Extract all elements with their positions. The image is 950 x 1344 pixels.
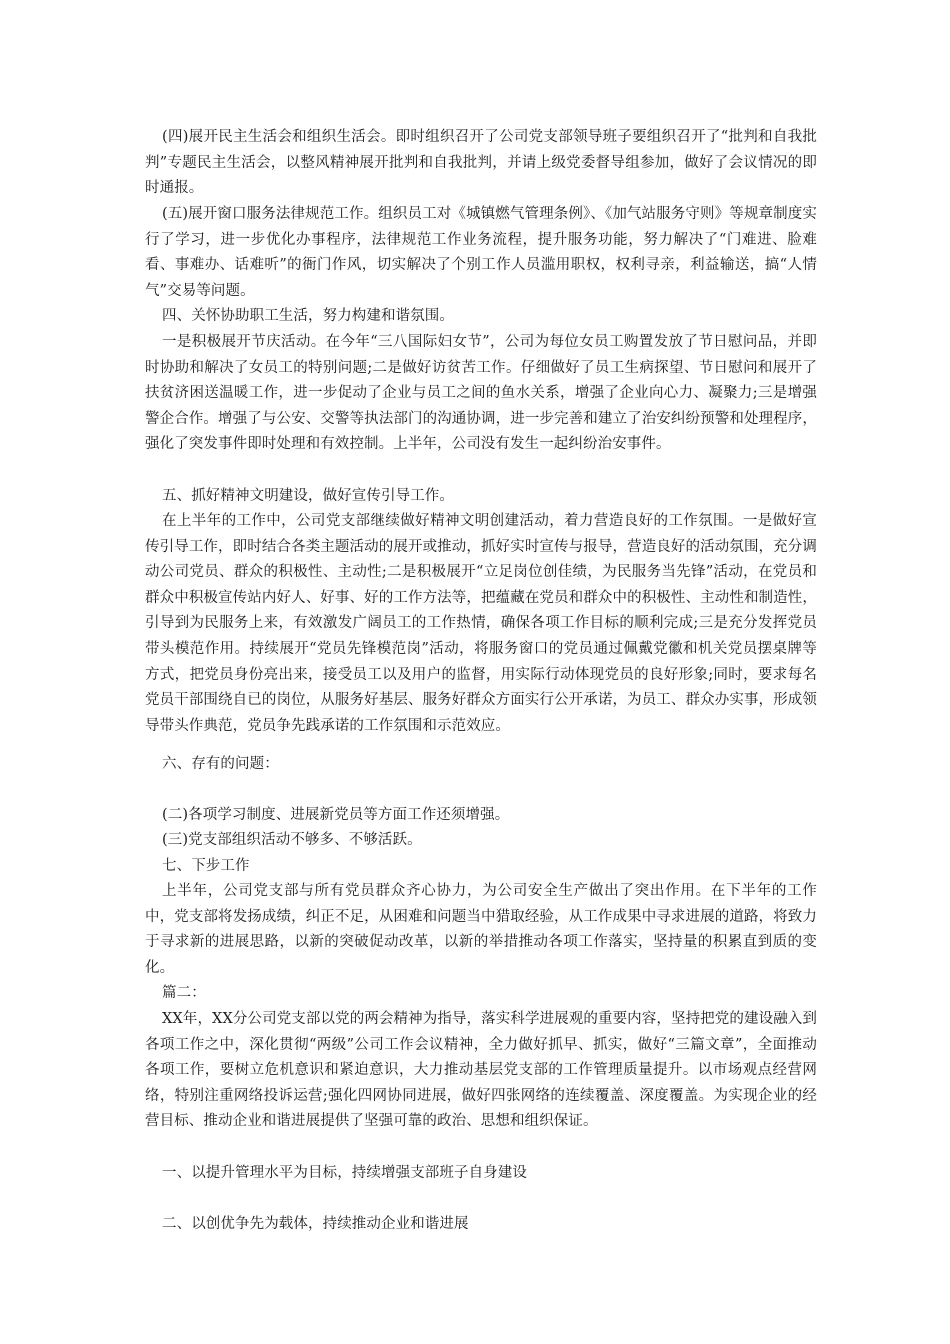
part-two-heading: 篇二： [162, 985, 206, 1001]
paragraph-part-two-intro: XX年，XX分公司党支部以党的两会精神为指导，落实科学进展观的重要内容，坚持把党的建设融入到各项工作之中，深化贯彻“两级”公司工作会议精神，全力做好抓早、抓实，做好“三篇文章”，全面推动各项工作，要树立危机意识和紧迫意识，大力推动基层党支部的工作管理质量提升。以市场观点经营网络，特别注重网络投诉运营;强化四网协同进展，做好四张网络的连续覆盖、深度覆盖。为实现企业的经营目标、推动企业和谐进展提供了坚强可靠的政治、思想和组织保证。 [145, 1011, 817, 1130]
section-heading-7: 七、下步工作 [162, 858, 250, 874]
paragraph-festival-activities: 一是积极展开节庆活动。在今年“三八国际妇女节”，公司为每位女员工购置发放了节日慰问品，并即时协助和解决了女员工的特别问题;二是做好访贫苦工作。仔细做好了员工生病探望、节日慰问和展开了扶贫济困送温暖工作，进一步促动了企业与员工之间的鱼水关系，增强了企业向心力、凝聚力;三是增强警企合作。增强了与公安、交警等执法部门的沟通协调，进一步完善和建立了治安纠纷预警和处理程序，强化了突发事件即时处理和有效控制。上半年，公司没有发生一起纠纷治安事件。 [145, 334, 817, 453]
section-heading-part2-2: 二、以创优争先为载体，持续推动企业和谐进展 [162, 1216, 469, 1232]
section-heading-5: 五、抓好精神文明建设，做好宣传引导工作。 [162, 488, 454, 504]
section-heading-6: 六、存有的问题： [162, 756, 279, 772]
paragraph-democratic-life-meeting: (四)展开民主生活会和组织生活会。即时组织召开了公司党支部领导班子要组织召开了“批判和自我批判”专题民主生活会，以整风精神展开批判和自我批判，并请上级党委督导组参加，做好了会议情况的即时通报。 [145, 129, 817, 197]
paragraph-problem-3: (三)党支部组织活动不够多、不够活跃。 [162, 832, 422, 848]
paragraph-spiritual-civilization: 在上半年的工作中，公司党支部继续做好精神文明创建活动，着力营造良好的工作氛围。一是做好宣传引导工作，即时结合各类主题活动的展开或推动，抓好实时宣传与报导，营造良好的活动氛围，充分调动公司党员、群众的积极性、主动性;二是积极展开“立足岗位创佳绩，为民服务当先锋”活动，在党员和群众中积极宣传站内好人、好事、好的工作方法等，把蕴藏在党员和群众中的积极性、主动性和制造性，引导到为民服务上来，有效激发广阔员工的工作热情，确保各项工作目标的顺利完成;三是充分发挥党员带头模范作用。持续展开“党员先锋模范岗”活动，将服务窗口的党员通过佩戴党徽和机关党员摆桌牌等方式，把党员身份亮出来，接受员工以及用户的监督，用实际行动体现党员的良好形象;同时，要求每名党员干部围绕自已的岗位，从服务好基层、服务好群众方面实行公开承诺，为员工、群众办实事，形成领导带头作典范，党员争先践承诺的工作氛围和示范效应。 [145, 513, 817, 734]
paragraph-window-service: (五)展开窗口服务法律规范工作。组织员工对《城镇燃气管理条例》、《加气站服务守则》等规章制度实行了学习，进一步优化办事程序，法律规范工作业务流程，提升服务功能，努力解决了“门难进、脸难看、事难办、话难听”的衙门作风，切实解决了个别工作人员滥用职权，权利寻亲，利益输送，搞“人情气”交易等问题。 [145, 206, 817, 299]
section-heading-4: 四、关怀协助职工生活，努力构建和谐氛围。 [162, 308, 454, 324]
section-heading-part2-1: 一、以提升管理水平为目标，持续增强支部班子自身建设 [162, 1165, 527, 1181]
paragraph-next-steps: 上半年，公司党支部与所有党员群众齐心协力，为公司安全生产做出了突出作用。在下半年的工作中，党支部将发扬成绩，纠正不足，从困难和问题当中猎取经验，从工作成果中寻求进展的道路，将致力于寻求新的进展思路，以新的突破促动改革，以新的举措推动各项工作落实，坚持量的积累直到质的变化。 [145, 883, 817, 976]
paragraph-problem-2: (二)各项学习制度、进展新党员等方面工作还须增强。 [162, 807, 510, 823]
